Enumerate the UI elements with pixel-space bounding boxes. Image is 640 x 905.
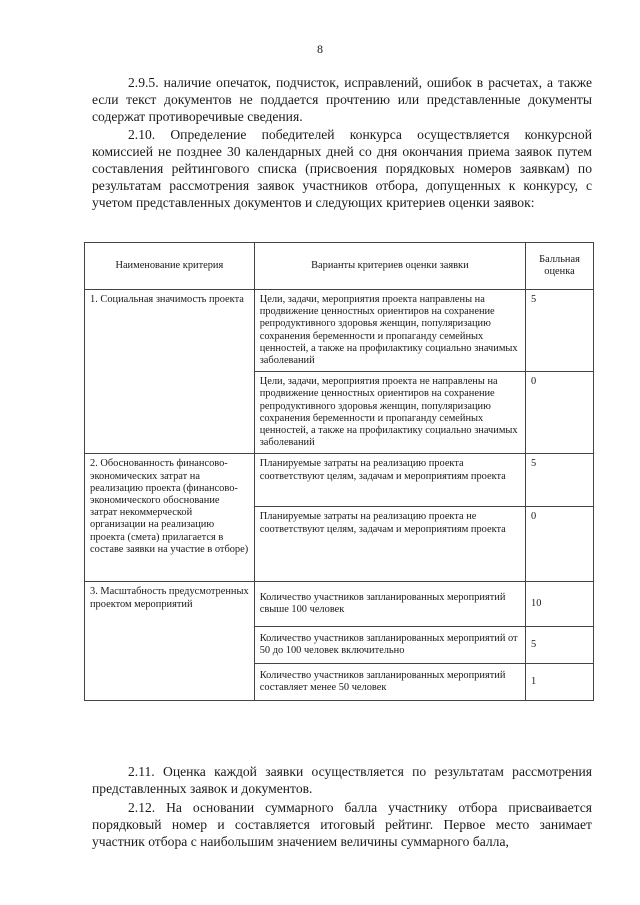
criterion-option: Количество участников запланированных мероприятий составляет менее 50 человек — [254, 664, 525, 701]
criterion-name: 2. Обоснованность финансово-экономических затрат на реализацию проекта (финансово-экономического обоснование затрат некоммерческой организации на реализацию проекта (смета) прилагается в составе заявки на участие в отборе) — [85, 454, 255, 582]
criterion-name: 3. Масштабность предусмотренных проектом мероприятий — [85, 582, 255, 701]
table-row — [85, 582, 594, 627]
option-score: 0 — [526, 507, 594, 582]
paragraph-2-11: 2.11. Оценка каждой заявки осуществляется по результатам рассмотрения представленных заявок и документов. — [92, 764, 592, 796]
criterion-option: Планируемые затраты на реализацию проекта соответствуют целям, задачам и мероприятиям проекта — [254, 454, 525, 507]
page-number: 8 — [317, 42, 323, 56]
criterion-option: Цели, задачи, мероприятия проекта не направлены на продвижение ценностных ориентиров на сохранение репродуктивного здоровья женщин, популяризацию сохранения беременности и пропаганду семейных ценностей, а также на профилактику социально значимых заболеваний — [254, 372, 525, 454]
header-criterion: Наименование критерия — [85, 243, 255, 290]
option-score: 5 — [526, 627, 594, 664]
option-score: 10 — [526, 582, 594, 627]
header-score: Балльная оценка — [526, 243, 594, 290]
criterion-name: 1. Социальная значимость проекта — [85, 290, 255, 454]
table-row — [85, 290, 594, 372]
paragraph-2-9-5: 2.9.5. наличие опечаток, подчисток, исправлений, ошибок в расчетах, а также если текст документов не поддается прочтению или представленные документы содержат противоречивые сведения. — [92, 75, 592, 124]
paragraph-2-10: 2.10. Определение победителей конкурса осуществляется конкурсной комиссией не позднее 30 календарных дней со дня окончания приема заявок путем составления рейтингового списка (присвоения порядковых номеров заявкам) по результатам рассмотрения заявок участников отбора, допущенных к конкурсу, с учетом представленных документов и следующих критериев оценки заявок: — [92, 127, 592, 210]
criterion-option: Планируемые затраты на реализацию проекта не соответствуют целям, задачам и мероприятиям проекта — [254, 507, 525, 582]
criterion-option: Количество участников запланированных мероприятий свыше 100 человек — [254, 582, 525, 627]
header-variants: Варианты критериев оценки заявки — [254, 243, 525, 290]
option-score: 1 — [526, 664, 594, 701]
option-score: 0 — [526, 372, 594, 454]
criteria-table — [84, 242, 594, 701]
table-header-row — [85, 243, 594, 290]
option-score: 5 — [526, 454, 594, 507]
table-row — [85, 454, 594, 507]
paragraph-2-12: 2.12. На основании суммарного балла участнику отбора присваивается порядковый номер и составляется итоговый рейтинг. Первое место занимает участник отбора с наибольшим значением величины суммарного балла, — [92, 800, 592, 849]
criterion-option: Количество участников запланированных мероприятий от 50 до 100 человек включительно — [254, 627, 525, 664]
criterion-option: Цели, задачи, мероприятия проекта направлены на продвижение ценностных ориентиров на сохранение репродуктивного здоровья женщин, популяризацию сохранения беременности и пропаганду семейных ценностей, а также на профилактику социально значимых заболеваний — [254, 290, 525, 372]
option-score: 5 — [526, 290, 594, 372]
